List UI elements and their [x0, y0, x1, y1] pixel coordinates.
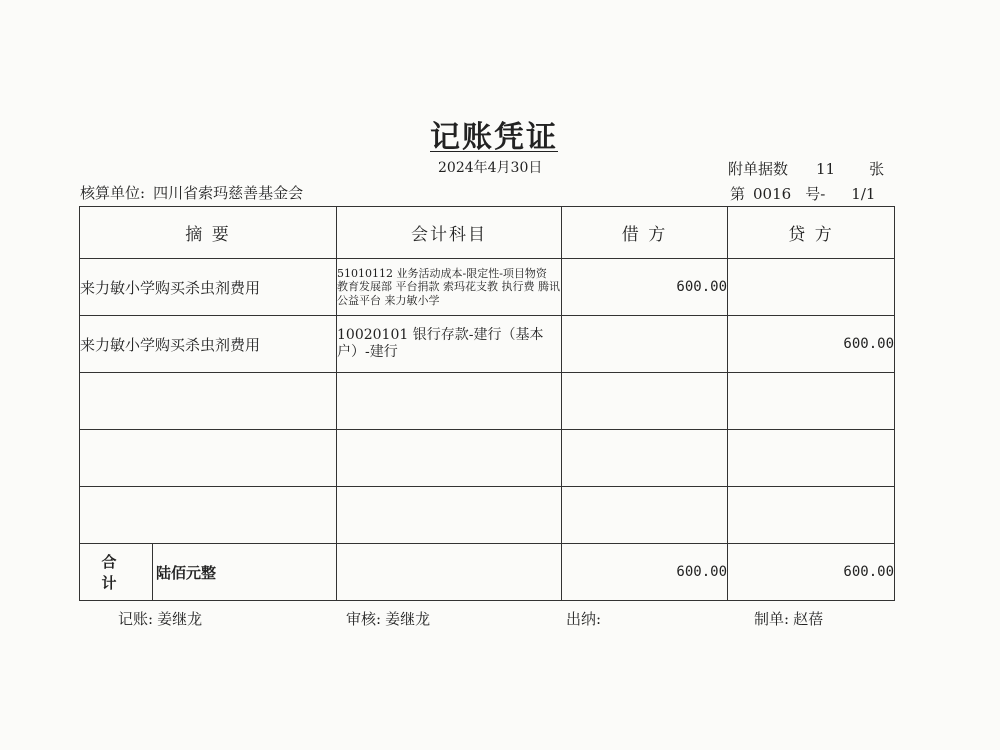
total-label: 合 计	[80, 544, 153, 600]
row-summary: 来力敏小学购买杀虫剂费用	[80, 316, 337, 373]
row-debit	[562, 430, 728, 487]
table-row	[80, 373, 895, 430]
attachments-count: 11	[816, 160, 836, 178]
footer-cashier	[566, 608, 605, 629]
row-summary	[80, 430, 337, 487]
total-credit: 600.00	[728, 544, 895, 601]
total-cell	[80, 544, 337, 601]
cashier-label: 出纳:	[566, 610, 602, 628]
row-account	[337, 373, 562, 430]
row-account: 51010112 业务活动成本-限定性-项目物资 教育发展部 平台捐款 索玛花支教 执行费 腾讯公益平台 来力敏小学	[337, 259, 562, 316]
footer-bookkeeper	[118, 608, 202, 629]
table-row	[80, 316, 895, 373]
row-credit	[728, 487, 895, 544]
row-summary	[80, 373, 337, 430]
row-summary	[80, 487, 337, 544]
reviewer-label: 审核:	[346, 610, 382, 628]
voucher-table	[79, 206, 895, 601]
row-summary: 来力敏小学购买杀虫剂费用	[80, 259, 337, 316]
row-credit	[728, 430, 895, 487]
row-debit	[562, 487, 728, 544]
header-account: 会计科目	[337, 207, 562, 259]
voucher-title: 记账凭证	[430, 120, 558, 155]
table-row	[80, 259, 895, 316]
voucher-prefix: 第	[730, 185, 746, 203]
total-row	[80, 544, 895, 601]
total-amount-words: 陆佰元整	[156, 563, 217, 582]
voucher-date: 2024年4月30日	[438, 160, 543, 176]
reviewer-name: 姜继龙	[385, 610, 431, 628]
preparer-label: 制单:	[754, 610, 790, 628]
voucher-number	[730, 183, 875, 204]
header-debit: 借 方	[562, 207, 728, 259]
preparer-name: 赵蓓	[793, 610, 824, 628]
voucher-no-value: 0016	[753, 185, 792, 203]
attachments-info	[728, 158, 884, 179]
row-debit	[562, 316, 728, 373]
voucher-suffix: 号-	[805, 185, 826, 203]
row-debit: 600.00	[562, 259, 728, 316]
row-account	[337, 430, 562, 487]
header-summary: 摘 要	[80, 207, 337, 259]
row-credit	[728, 373, 895, 430]
row-debit	[562, 373, 728, 430]
unit-label: 核算单位:	[80, 184, 146, 202]
attachments-label: 附单据数	[728, 160, 789, 178]
row-credit	[728, 259, 895, 316]
accounting-unit	[80, 182, 311, 203]
row-account: 10020101 银行存款-建行（基本户）-建行	[337, 316, 562, 373]
footer-preparer	[754, 608, 823, 629]
header-credit: 贷 方	[728, 207, 895, 259]
row-account	[337, 487, 562, 544]
table-header-row	[80, 207, 895, 259]
table-row	[80, 430, 895, 487]
voucher-page-number: 1/1	[851, 185, 876, 203]
bookkeeper-name: 姜继龙	[157, 610, 203, 628]
unit-name: 四川省索玛慈善基金会	[153, 184, 304, 202]
total-debit: 600.00	[562, 544, 728, 601]
total-account-empty	[337, 544, 562, 601]
bookkeeper-label: 记账:	[118, 610, 154, 628]
footer-reviewer	[346, 608, 430, 629]
attachments-unit: 张	[869, 160, 885, 178]
table-row	[80, 487, 895, 544]
row-credit: 600.00	[728, 316, 895, 373]
